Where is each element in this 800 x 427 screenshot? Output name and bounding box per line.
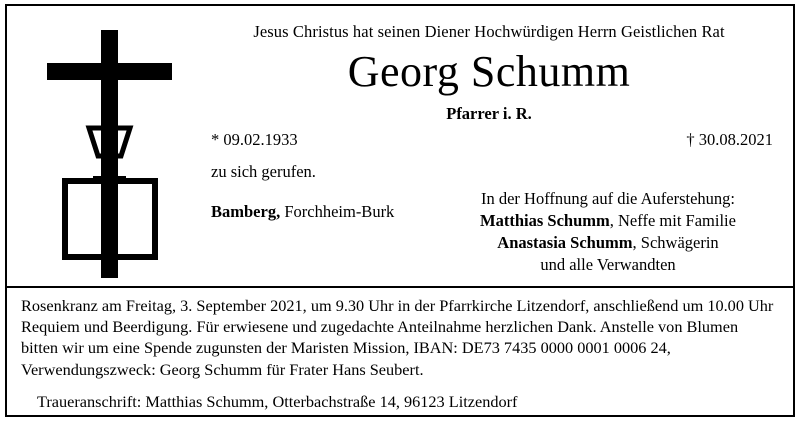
mourner-line-3: und alle Verwandten: [540, 255, 676, 275]
mourner-name-2: Anastasia Schumm: [497, 233, 633, 253]
religious-symbol-area: [25, 18, 195, 283]
dates-row: [199, 130, 779, 152]
mourners-block: [443, 188, 773, 276]
called-line: zu sich gerufen.: [211, 161, 316, 181]
death-date: † 30.08.2021: [686, 129, 773, 149]
mourner-line-1: [443, 210, 773, 232]
place-city: Bamberg,: [211, 201, 281, 221]
obituary-notice: [5, 4, 795, 417]
service-details-text: Rosenkranz am Freitag, 3. September 2021, um 9.30 Uhr in der Pfarrkirche Litzendorf, anschließend um 10.00 Uhr Requiem und Beerdigung. Für erwiesene und zugedachte Anteilnahme herzlichen Dank. Anstelle von Blumen bitten wir um eine Spende zugunsten der Maristen Mission, IBAN: DE73 7435 0000 0001 0006 24, Verwendungszweck: Georg Schumm für Frater Hans Seubert.: [21, 296, 774, 379]
mourner-relation-1: , Neffe mit Familie: [609, 211, 736, 231]
mourner-line-2: [443, 232, 773, 254]
cross-chalice-book-icon: [25, 18, 195, 283]
contact-address-text: Traueranschrift: Matthias Schumm, Otterbachstraße 14, 96123 Litzendorf: [37, 391, 518, 411]
mourner-relation-2: , Schwägerin: [632, 233, 719, 253]
deceased-name: Georg Schumm: [347, 47, 631, 96]
obituary-text-area: [199, 16, 779, 282]
place-district: Forchheim-Burk: [280, 201, 395, 221]
lead-line: Jesus Christus hat seinen Diener Hochwürdigen Herrn Geistlichen Rat: [253, 22, 725, 41]
mourner-name-1: Matthias Schumm: [480, 211, 610, 231]
birth-date: * 09.02.1933: [211, 129, 298, 149]
obituary-bottom-section: [7, 288, 793, 412]
mourners-intro: In der Hoffnung auf die Auferstehung:: [480, 189, 735, 209]
obituary-top-section: [7, 6, 793, 288]
deceased-title: Pfarrer i. R.: [446, 103, 532, 123]
